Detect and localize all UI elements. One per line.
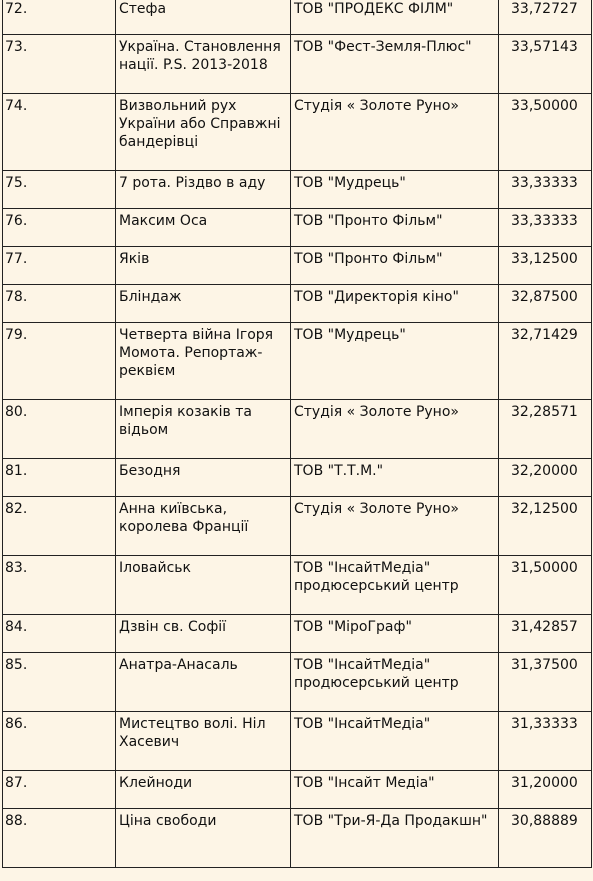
- film-title-cell: Анна київська, королева Франції: [116, 497, 291, 556]
- row-number-cell: 74.: [3, 94, 116, 171]
- film-title-cell: Дзвін св. Софії: [116, 615, 291, 653]
- row-number-cell: 80.: [3, 400, 116, 459]
- company-cell: Студія « Золоте Руно»: [291, 94, 499, 171]
- row-number-cell: 88.: [3, 809, 116, 868]
- company-cell: ТОВ "Директорія кіно": [291, 285, 499, 323]
- company-cell: ТОВ "МіроГраф": [291, 615, 499, 653]
- row-number-cell: 84.: [3, 615, 116, 653]
- company-cell: ТОВ "ІнсайтМедіа" продюсерський центр: [291, 653, 499, 712]
- film-title-cell: Максим Оса: [116, 209, 291, 247]
- film-title-cell: Стефа: [116, 0, 291, 35]
- company-cell: ТОВ "ІнсайтМедіа": [291, 712, 499, 771]
- company-cell: ТОВ "ІнсайтМедіа" продюсерський центр: [291, 556, 499, 615]
- film-title-cell: Ціна свободи: [116, 809, 291, 868]
- score-cell: 32,28571: [499, 400, 592, 459]
- row-number-cell: 85.: [3, 653, 116, 712]
- score-cell: 33,12500: [499, 247, 592, 285]
- score-cell: 31,33333: [499, 712, 592, 771]
- score-cell: 33,33333: [499, 171, 592, 209]
- company-cell: ТОВ "Пронто Фільм": [291, 209, 499, 247]
- table-row: [3, 556, 592, 615]
- table-row: [3, 400, 592, 459]
- film-title-cell: Визвольний рух України або Справжні бандерівці: [116, 94, 291, 171]
- row-number-cell: 72.: [3, 0, 116, 35]
- table-row: [3, 771, 592, 809]
- row-number-cell: 78.: [3, 285, 116, 323]
- company-cell: ТОВ "ПРОДЕКС ФІЛМ": [291, 0, 499, 35]
- film-title-cell: Яків: [116, 247, 291, 285]
- score-cell: 33,57143: [499, 35, 592, 94]
- film-title-cell: 7 рота. Різдво в аду: [116, 171, 291, 209]
- score-cell: 31,20000: [499, 771, 592, 809]
- company-cell: ТОВ "Інсайт Медіа": [291, 771, 499, 809]
- company-cell: Студія « Золоте Руно»: [291, 400, 499, 459]
- company-cell: ТОВ "Три-Я-Да Продакшн": [291, 809, 499, 868]
- film-title-cell: Мистецтво волі. Ніл Хасевич: [116, 712, 291, 771]
- table-row: [3, 247, 592, 285]
- row-number-cell: 81.: [3, 459, 116, 497]
- table-row: [3, 35, 592, 94]
- table-row: [3, 615, 592, 653]
- row-number-cell: 77.: [3, 247, 116, 285]
- film-title-cell: Імперія козаків та відьом: [116, 400, 291, 459]
- table-row: [3, 94, 592, 171]
- company-cell: ТОВ "Т.Т.М.": [291, 459, 499, 497]
- table-row: [3, 209, 592, 247]
- table-row: [3, 0, 592, 35]
- row-number-cell: 73.: [3, 35, 116, 94]
- table-row: [3, 285, 592, 323]
- score-cell: 32,71429: [499, 323, 592, 400]
- film-title-cell: Бліндаж: [116, 285, 291, 323]
- score-cell: 32,20000: [499, 459, 592, 497]
- row-number-cell: 82.: [3, 497, 116, 556]
- results-table: [2, 0, 592, 868]
- score-cell: 33,50000: [499, 94, 592, 171]
- table-row: [3, 809, 592, 868]
- film-title-cell: Четверта війна Ігоря Момота. Репортаж-реквієм: [116, 323, 291, 400]
- score-cell: 32,12500: [499, 497, 592, 556]
- score-cell: 33,33333: [499, 209, 592, 247]
- row-number-cell: 87.: [3, 771, 116, 809]
- table-row: [3, 653, 592, 712]
- company-cell: ТОВ "Мудрець": [291, 171, 499, 209]
- score-cell: 30,88889: [499, 809, 592, 868]
- company-cell: ТОВ "Мудрець": [291, 323, 499, 400]
- table-row: [3, 497, 592, 556]
- score-cell: 33,72727: [499, 0, 592, 35]
- row-number-cell: 86.: [3, 712, 116, 771]
- results-table-body: [3, 0, 592, 868]
- table-row: [3, 712, 592, 771]
- company-cell: ТОВ "Фест-Земля-Плюс": [291, 35, 499, 94]
- film-title-cell: Клейноди: [116, 771, 291, 809]
- row-number-cell: 75.: [3, 171, 116, 209]
- table-row: [3, 459, 592, 497]
- score-cell: 31,42857: [499, 615, 592, 653]
- company-cell: ТОВ "Пронто Фільм": [291, 247, 499, 285]
- film-title-cell: Іловайськ: [116, 556, 291, 615]
- score-cell: 31,37500: [499, 653, 592, 712]
- film-title-cell: Україна. Становлення нації. P.S. 2013-2018: [116, 35, 291, 94]
- row-number-cell: 79.: [3, 323, 116, 400]
- score-cell: 31,50000: [499, 556, 592, 615]
- table-row: [3, 323, 592, 400]
- row-number-cell: 76.: [3, 209, 116, 247]
- table-row: [3, 171, 592, 209]
- score-cell: 32,87500: [499, 285, 592, 323]
- film-title-cell: Безодня: [116, 459, 291, 497]
- company-cell: Студія « Золоте Руно»: [291, 497, 499, 556]
- film-title-cell: Анатра-Анасаль: [116, 653, 291, 712]
- row-number-cell: 83.: [3, 556, 116, 615]
